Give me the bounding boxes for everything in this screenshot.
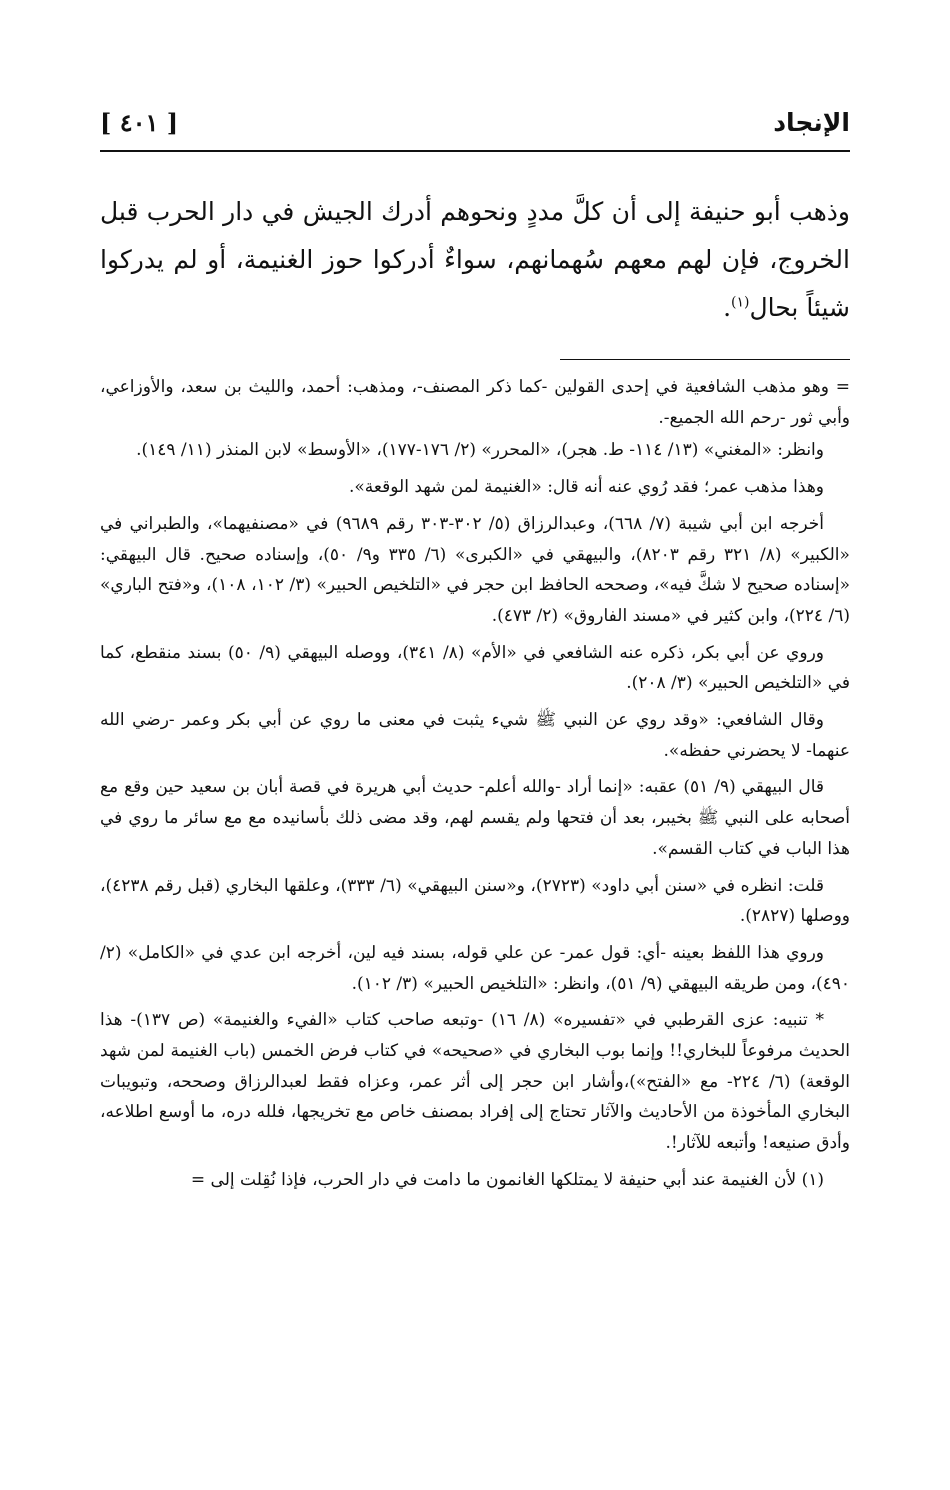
page-number: [ ٤٠١ ] <box>100 108 179 137</box>
main-text <box>100 188 850 332</box>
footnote-paragraph: وقال الشافعي: «وقد روي عن النبي ﷺ شيء يثبت في معنى ما روي عن أبي بكر وعمر -رضي الله عنهما- لا يحضرني حفظه». <box>100 710 850 761</box>
footnote-paragraph: = وهو مذهب الشافعية في إحدى القولين -كما ذكر المصنف-، ومذهب: أحمد، والليث بن سعد، والأوزاعي، وأبي ثور -رحم الله الجميع-. <box>100 377 850 428</box>
header-rule <box>100 150 850 152</box>
footnote-paragraph: * تنبيه: عزى القرطبي في «تفسيره» (٨/ ١٦) -وتبعه صاحب كتاب «الفيء والغنيمة» (ص ١٣٧)- هذا الحديث مرفوعاً للبخاري!! وإنما بوب البخاري في «صحيحه» في كتاب فرض الخمس (باب الغنيمة لمن شهد الوقعة) (٦/ ٢٢٤- مع «الفتح»)،وأشار ابن حجر إلى أثر عمر، وعزاه فقط لعبدالرزاق وصححه، وتبويبات البخاري المأخوذة من الأحاديث والآثار تحتاج إلى إفراد بمصنف خاص مع تخريجها، فلله دره، ما أوسع اطلاعه، وأدق صنيعه! وأتبعه للآثار!. <box>100 1010 851 1154</box>
main-paragraph: وذهب أبو حنيفة إلى أن كلَّ مددٍ ونحوهم أدرك الجيش في دار الحرب قبل الخروج، فإن لهم معهم سُهمانهم، سواءٌ أدركوا حوز الغنيمة، أو لم يدركوا شيئاً بحال <box>100 197 850 322</box>
footnote-paragraph: أخرجه ابن أبي شيبة (٧/ ٦٦٨)، وعبدالرزاق (٥/ ٣٠٢-٣٠٣ رقم ٩٦٨٩) في «مصنفيهما»، والطبراني في «الكبير» (٨/ ٣٢١ رقم ٨٢٠٣)، والبيهقي في «الكبرى» (٦/ ٣٣٥ و٩/ ٥٠)، وإسناده صحيح. قال البيهقي: «إسناده صحيح لا شكَّ فيه»، وصححه الحافظ ابن حجر في «التلخيص الحبير» (٣/ ١٠٢، ١٠٨)، و«فتح الباري» (٦/ ٢٢٤)، وابن كثير في «مسند الفاروق» (٢/ ٤٧٣). <box>100 513 850 626</box>
footnote-paragraph: قلت: انظره في «سنن أبي داود» (٢٧٢٣)، و«سنن البيهقي» (٦/ ٣٣٣)، وعلقها البخاري (قبل رقم ٤٢٣٨)، ووصلها (٢٨٢٧). <box>100 875 850 927</box>
footnote-rule <box>560 359 850 360</box>
footnote-paragraph: وانظر: «المغني» (١٣/ ١١٤- ط. هجر)، «المحرر» (٢/ ١٧٦-١٧٧)، «الأوسط» لابن المنذر (١١/ ١٤٩). <box>136 440 824 461</box>
page-header <box>100 100 850 148</box>
footnote-paragraph: وهذا مذهب عمر؛ فقد رُوي عنه أنه قال: «الغنيمة لمن شهد الوقعة». <box>348 477 824 498</box>
footnote-paragraph: قال البيهقي (٩/ ٥١) عقبه: «إنما أراد -والله أعلم- حديث أبي هريرة في قصة أبان بن سعيد حين وقع مع أصحابه على النبي ﷺ بخيبر، بعد أن فتحها ولم يقسم لهم، وقد مضى ذلك بأسانيده مع مع سائر ما روي في هذا الباب في كتاب القسم». <box>100 777 850 859</box>
footnote-paragraph: (١) لأن الغنيمة عند أبي حنيفة لا يمتلكها الغانمون ما دامت في دار الحرب، فإذا نُقِلت إلى = <box>190 1169 824 1190</box>
footnote-paragraph: وروي عن أبي بكر، ذكره عنه الشافعي في «الأم» (٨/ ٣٤١)، ووصله البيهقي (٩/ ٥٠) بسند منقطع، كما في «التلخيص الحبير» (٣/ ٢٠٨). <box>100 642 850 694</box>
footnotes-section <box>100 372 850 1202</box>
footnote-paragraph: وروي هذا اللفظ بعينه -أي: قول عمر- عن علي قوله، بسند فيه لين، أخرجه ابن عدي في «الكامل» (٢/ ٤٩٠)، ومن طريقه البيهقي (٩/ ٥١)، وانظر: «التلخيص الحبير» (٣/ ١٠٢). <box>100 942 850 994</box>
footnote-marker[interactable]: (١) <box>731 294 750 311</box>
main-ending: . <box>723 293 732 322</box>
running-title: الإنجاد <box>773 108 850 137</box>
